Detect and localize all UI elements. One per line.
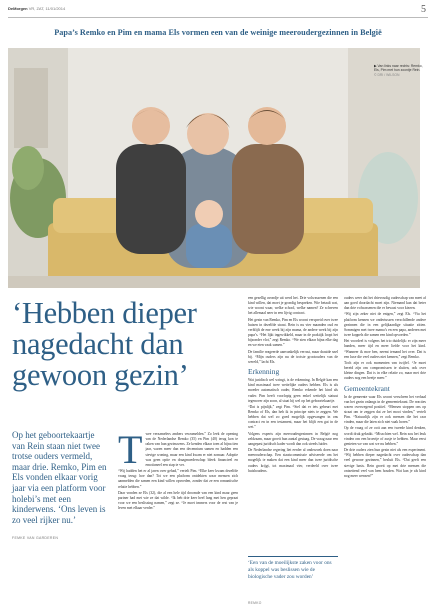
article-column-3 [344, 296, 426, 608]
header-rule [8, 17, 428, 18]
kicker: Papa’s Remko en Pim en mama Els vormen een van de weinige meeroudergezinnen in België [54, 28, 382, 37]
col3-paragraph: ouders weer dat het drievoudig ouderschap van meet af aan goed doordacht moet zijn. Niemand kan dat beter dan drie volwassenen die er bewust voor kiezen. [344, 296, 426, 311]
col2-paragraph: De familie reageerde aanvankelijk verrast, maar draaide snel bij. “Mijn ouders zijn nu de trotste grootouders van de wereld,” lacht Els. [248, 349, 338, 364]
pull-quote: ‘Een van de moeilijkste zaken voor ons als koppel was beslissen wie de biologische vader zou worden’ [248, 560, 332, 580]
subhead-gemeentekrant: Gemeentekrant [344, 383, 390, 393]
col1-paragraph: “Wij hadden het er al jaren over gehad,” vertelt Pim. “Elke keer kwam dezelfde vraag terug: hoe dan? Tot we een platform ontdekten waar mensen zich aanmelden die samen een kind willen opvoeden, zonder dat ze een romantische relatie hebben.” [118, 469, 238, 489]
col2-paragraph: “Dat is pijnlijk,” zegt Pim. “Stel dat er iets gebeurt met Remko of Els, dan heb ik in principe niets te zeggen. We hebben dat wel zo goed mogelijk opgevangen in ons contract en in een testament, maar het blijft een gat in de wet.” [248, 404, 338, 430]
col3-paragraph: De drie ouders zien hun gezin niet als een experiment. “Wij hebben dieper nagedacht over ouderschap dan veel gewone gezinnen,” besluit Els. “Dat geeft een stevige basis. Rein groeit op met drie mensen die ontzettend veel van hem houden. Wat kan je als kind nog meer wensen?” [344, 448, 426, 478]
photo-credit: © DRI / WILSON [374, 72, 400, 77]
masthead-brand: DeMorgen [8, 6, 28, 11]
col2-paragraph: Volgens experts zijn meeroudergezinnen in België nog zeldzaam, maar groeit hun aantal gestaag. De vraag naar een aangepast juridisch kader wordt dan ook steeds luider. [248, 431, 338, 446]
col2-paragraph: Wat juridisch wel wringt, is de erkenning. In België kan een kind maximaal twee wettelijke ouders hebben. Els is als moeder automatisch ouder, Remko erkende het kind als vader. Pim heeft voorlopig geen enkel wettelijk statuut tegenover zijn zoon, al staat hij wel op het geboortekaartje. [248, 378, 338, 403]
pull-quote-rule [248, 556, 338, 557]
page-number: 5 [421, 4, 426, 15]
col2-paragraph: een gezellig avondje uit werd het. Drie volwassenen die een kind willen, dat moet je grondig bespreken. Wie betaalt wat, wie woont waar, welke school, welke namen? Ze schreven het allemaal neer in een lijvig contract. [248, 296, 338, 316]
dropcap: T [118, 432, 143, 472]
intro-text: Op het geboortekaartje van Rein staan niet twee trotse ouders vermeld, maar drie. Remko, Pim en Els vonden elkaar vorig jaar via een platform voor holebi’s met een kinderwens. ‘Ons leven is zo veel rijker nu.’ [12, 430, 107, 525]
family-photo-illustration [8, 48, 420, 288]
col3-paragraph: Op de vraag of ze ooit aan een tweede kind denken, wordt druk geknikt. “Misschien wel. Rein zou het leuk vinden om een broertje of zusje te hebben. Maar eerst genieten we van wat we nu hebben.” [344, 426, 426, 446]
article-column-2 [248, 296, 338, 552]
col2-paragraph: De Nederlandse regering liet eerder al onderzoek doen naar meerouderschap. Een staatscommissie adviseerde om het mogelijk te maken dat een kind meer dan twee juridische ouders krijgt, tot maximaal vier, verdeeld over twee huishoudens. [248, 448, 338, 473]
col3-paragraph: Het voordeel is volgens het trio duidelijk: er zijn meer handen, meer tijd en meer liefde voor het kind. “Wanneer ik moe ben, neemt iemand het over. Dat is een luxe die veel ouders niet kennen,” zegt Remko. [344, 339, 426, 359]
family-photo [8, 48, 420, 288]
col2-paragraph: Het gezin van Remko, Pim en Els woont verspreid over twee huizen in dezelfde straat. Rein is nu vier maanden oud en verblijft de ene week bij zijn mama, de andere week bij zijn papa’s. “Het lijkt ingewikkeld, maar in de praktijk loopt het bijzonder vlot,” zegt Remko. “We zien elkaar bijna elke dag en we eten vaak samen.” [248, 317, 338, 348]
col3-paragraph: “Wij zijn zeker niet de enigen,” zegt Els. “Via het platform kennen we ondertussen verschillende andere gezinnen die in een gelijkaardige situatie zitten. Sommigen met twee mama’s en een papa, anderen met twee koppels die samen een kind opvoeden.” [344, 312, 426, 338]
article-column-1 [118, 432, 238, 608]
byline: FEMKE VAN GARDEREN [12, 536, 59, 540]
masthead-date: VR, ZAT, 11/01/2014 [28, 6, 66, 11]
col3-paragraph: In de gemeente waar Els woont verscheen het verhaal van het gezin onlangs in de gemeentekrant. De reacties waren overwegend positief. “Mensen stoppen ons op straat om te zeggen dat ze het mooi vinden,” vertelt Pim. “Natuurlijk zijn er ook mensen die het raar vinden, maar die laten zich niet vaak horen.” [344, 394, 426, 425]
col3-paragraph: Toch zijn er ook momenten van twijfel. “Je moet bereid zijn om compromissen te sluiten, ook over kleine dingen. Dat is in elke relatie zo, maar met drie ouders nog een beetje meer.” [344, 360, 426, 381]
col1-paragraph: Daar vonden ze Els (32), die al een hele tijd droomde van een kind maar geen partner had met wie ze dat wilde. “Ik heb drie keer heel lang met hen gepraat voor we een beslissing namen,” zegt ze. “Je moet immers voor de rest van je leven met elkaar verder.” [118, 490, 238, 511]
pull-quote-source: REMKO [248, 601, 262, 605]
col1-paragraph: wee verzamelers ambers verzamelden.” Zo leek de opening van de Nederlandse Remko (35) en Pim (40) terug kon te raken van hun gezinswens. Ze kenden elkaar toen al bijna tien jaar, waren meer dan een decennium samen en hadden een stevige woning, maar een kind kwam er niet zomaar. Adoptie was geen optie en draagmoederschap bleek financieel en emotioneel een stap te ver. [145, 432, 238, 467]
photo-caption-text: ▶ Van links naar rechts: Remko, Els, Pim met hun zoontje Rein. [374, 64, 423, 73]
headline: ‘Hebben dieper nagedacht dan gewoon gezin’ [12, 296, 197, 392]
subhead-erkenning: Erkenning [248, 367, 280, 377]
masthead [8, 6, 65, 11]
photo-caption [374, 64, 424, 77]
